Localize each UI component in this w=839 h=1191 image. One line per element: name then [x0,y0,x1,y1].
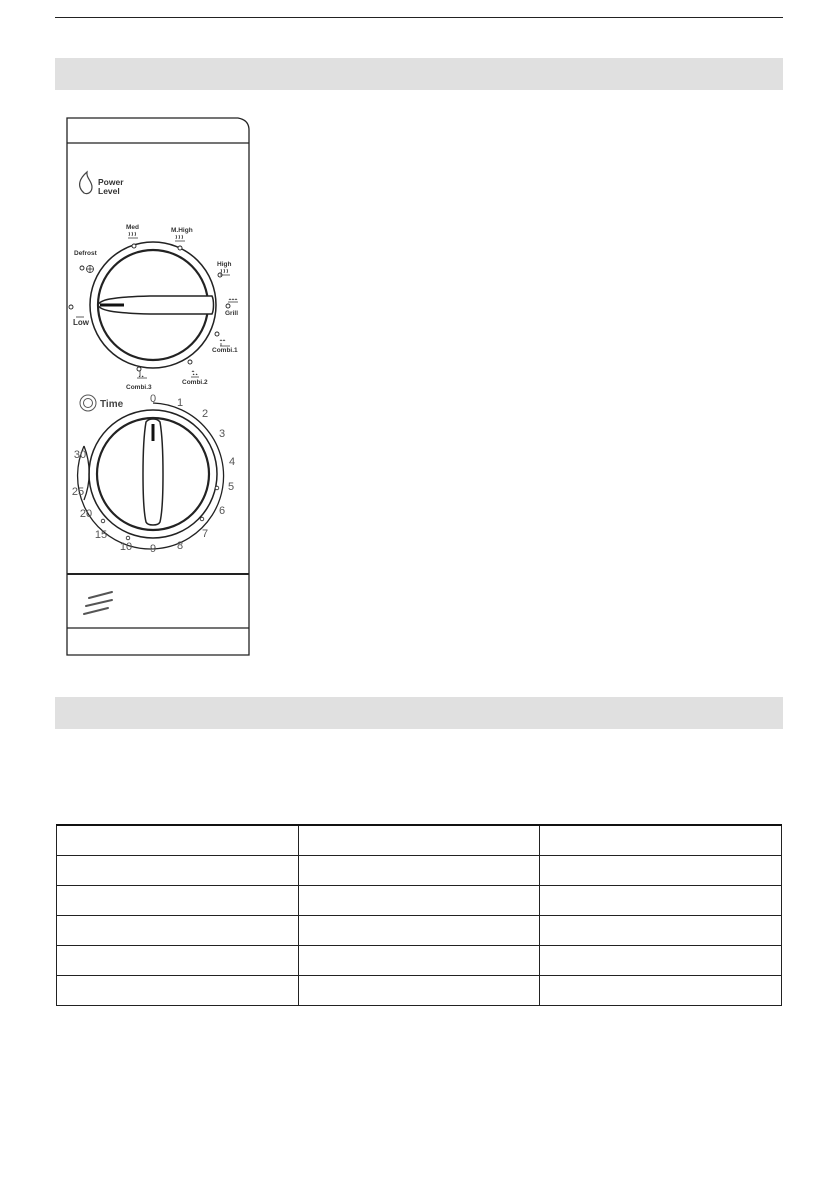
table-cell [298,946,540,976]
combi-2-icon [191,371,199,377]
power-level-label: Power [98,177,124,187]
setting-m-high: M.High [171,227,193,234]
table-cell [540,976,782,1006]
table-cell [298,976,540,1006]
time-mark-6: 6 [218,505,226,517]
setting-combi-2: Combi.2 [182,379,208,386]
time-mark-15: 15 [94,529,108,541]
time-mark-9: 9 [149,543,157,555]
section-header-band [55,58,783,90]
setting-defrost: Defrost [74,250,97,257]
table-cell [57,856,299,886]
table-cell [540,825,782,856]
table-row [57,856,782,886]
time-mark-7: 7 [201,528,209,540]
time-label: Time [100,399,124,410]
table-cell [298,886,540,916]
timer-icon [80,395,96,411]
top-rule [55,17,783,18]
setting-combi-1: Combi.1 [212,347,238,354]
table-cell [298,825,540,856]
combi-3-icon [137,371,147,378]
data-table [56,824,782,1006]
heat-wave-icon-med [128,232,138,238]
control-panel-diagram [60,112,256,662]
door-open-button [84,592,112,614]
power-level-label-2: Level [98,186,120,196]
table-cell [298,916,540,946]
setting-high: High [217,261,232,268]
table-row [57,825,782,856]
table-row [57,946,782,976]
table-cell [57,825,299,856]
time-mark-1: 1 [176,397,184,409]
grill-icon [228,299,238,302]
table-row [57,886,782,916]
section-header-band [55,697,783,729]
setting-combi-3: Combi.3 [126,384,152,391]
setting-grill: Grill [225,310,239,317]
time-mark-25: 25 [71,486,85,498]
time-mark-5: 5 [227,481,235,493]
time-mark-20: 20 [79,508,93,520]
combi-1-icon [220,340,230,346]
time-mark-4: 4 [228,456,236,468]
table-row [57,916,782,946]
table-cell [57,976,299,1006]
time-mark-10: 10 [119,541,133,553]
time-mark-2: 2 [201,408,209,420]
time-mark-30: 30 [73,449,87,461]
table-cell [540,856,782,886]
power-level-dial [90,242,216,368]
time-mark-8: 8 [176,540,184,552]
table-cell [57,916,299,946]
table-cell [57,946,299,976]
heat-wave-icon-m-high [175,235,185,241]
table-cell [540,946,782,976]
time-mark-3: 3 [218,428,226,440]
flame-icon [80,172,92,194]
table-cell [540,916,782,946]
table-cell [57,886,299,916]
setting-med: Med [126,224,139,231]
table-row [57,976,782,1006]
table-cell [298,856,540,886]
setting-low: Low [73,318,89,327]
time-mark-0: 0 [149,393,157,405]
table-cell [540,886,782,916]
